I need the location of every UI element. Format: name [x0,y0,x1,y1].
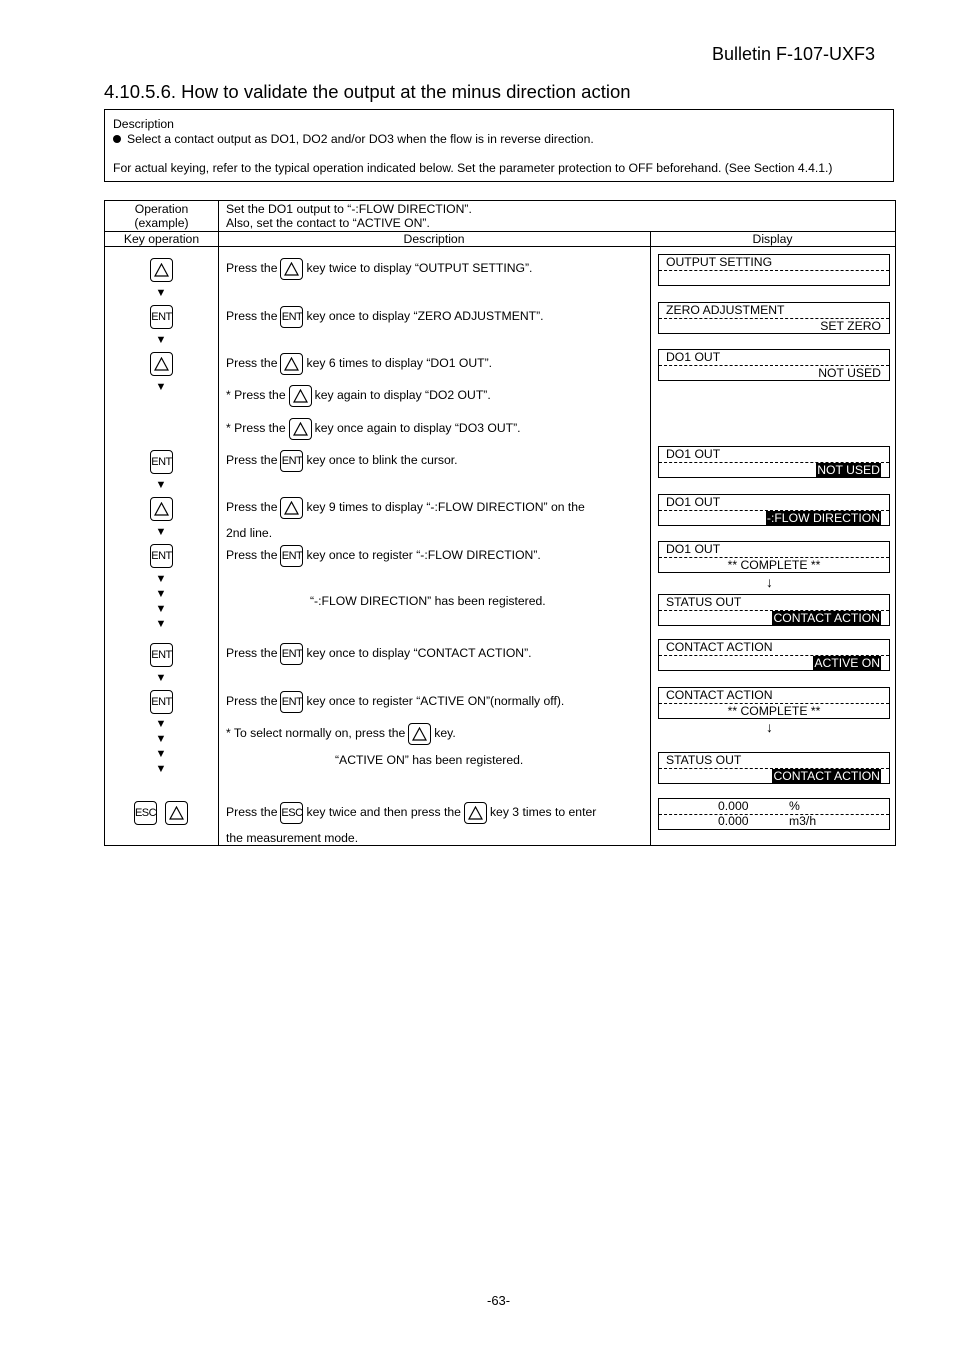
lcd-display-measurement [658,798,890,830]
lcd-display [658,541,890,573]
step-description: Press the key 6 times to display “DO1 OUT”. [226,353,492,375]
ent-key-icon: ENT [280,545,303,567]
display-value-2: 0.000 [718,814,749,828]
step-description: Press the ENT key once to register “-:FLOW DIRECTION”. [226,545,541,567]
col-header-key: Key operation [123,232,200,246]
down-arrow-icon: ▼ [155,381,167,393]
display-line1: DO1 OUT [666,495,721,509]
up-key-icon [408,723,431,745]
up-key-icon [165,801,188,825]
display-line1: DO1 OUT [666,447,721,461]
down-arrow-icon: ▼ [155,718,167,730]
ent-key-icon: ENT [280,306,303,328]
down-arrow-icon: ▼ [155,287,167,299]
column-divider [218,201,219,845]
display-line2: ** COMPLETE ** [727,704,821,718]
display-line2-highlighted: ACTIVE ON [814,656,880,670]
display-divider [659,814,889,815]
description-note: For actual keying, refer to the typical operation indicated below. Set the parameter protection to OFF beforehand. (See Section 4.4.1.) [113,161,833,175]
up-key-icon [150,497,173,521]
operation-text: Set the DO1 output to “-:FLOW DIRECTION”. [226,202,472,216]
display-line1: DO1 OUT [666,542,721,556]
up-key-icon [280,353,303,375]
display-line1: OUTPUT SETTING [666,255,773,269]
description-box [104,109,894,182]
down-arrow-icon: ▼ [155,618,167,630]
down-arrow-icon: ▼ [155,672,167,684]
display-line2: SET ZERO [820,319,881,333]
display-line2-highlighted: NOT USED [817,463,880,477]
ent-key-icon: ENT [280,643,303,665]
description-bullet: Select a contact output as DO1, DO2 and/or DO3 when the flow is in reverse direction. [113,132,594,146]
lcd-display [658,349,890,381]
down-arrow-icon: ▼ [155,479,167,491]
display-line2-highlighted: -:FLOW DIRECTION [766,511,880,525]
down-arrow-icon: ▼ [155,748,167,760]
lcd-display [658,254,890,286]
down-arrow-icon: ↓ [766,574,773,590]
down-arrow-icon: ▼ [155,588,167,600]
lcd-display [658,446,890,478]
display-line1: STATUS OUT [666,753,742,767]
display-line2-highlighted: CONTACT ACTION [773,769,880,783]
operation-label: Operation [134,202,189,216]
step-note: * Press the key again to display “DO2 OUT”. [226,385,491,407]
display-line1: CONTACT ACTION [666,688,773,702]
bulletin-number: Bulletin F-107-UXF3 [712,44,876,64]
display-unit-2: m3/h [789,814,817,828]
bullet-icon [113,135,121,143]
down-arrow-icon: ▼ [155,334,167,346]
lcd-display [658,752,890,784]
display-line2-highlighted: CONTACT ACTION [773,611,880,625]
step-note: * To select normally on, press the key. [226,723,456,745]
up-key-icon [150,258,173,282]
step-description: Press the key twice to display “OUTPUT SETTING”. [226,258,532,280]
registered-note: “-:FLOW DIRECTION” has been registered. [310,594,546,608]
lcd-display [658,302,890,334]
up-key-icon [280,497,303,519]
step-description: Press the key 9 times to display “-:FLOW DIRECTION” on the [226,497,585,519]
step-description-line2: the measurement mode. [226,831,359,845]
page-number: -63- [487,1293,511,1308]
down-arrow-icon: ▼ [155,603,167,615]
display-line2: NOT USED [818,366,881,380]
step-note: * Press the key once again to display “DO3 OUT”. [226,418,521,440]
step-description: Press the ENT key once to blink the cursor. [226,450,458,472]
down-arrow-icon: ▼ [155,733,167,745]
description-label: Description [113,117,174,131]
display-line1: DO1 OUT [666,350,721,364]
col-header-display: Display [752,232,793,246]
display-line1: ZERO ADJUSTMENT [666,303,785,317]
lcd-display [658,594,890,626]
ent-key-icon: ENT [150,450,173,474]
lcd-display [658,639,890,671]
up-key-icon [280,258,303,280]
display-unit-1: % [789,799,800,813]
ent-key-icon: ENT [280,691,303,713]
esc-key-icon: ESC [134,801,157,825]
ent-key-icon: ENT [150,305,173,329]
ent-key-icon: ENT [150,643,173,667]
step-description: Press the ESC key twice and then press the key 3 times to enter [226,802,596,824]
operation-text-2: Also, set the contact to “ACTIVE ON”. [226,216,430,230]
step-description: Press the ENT key once to display “CONTACT ACTION”. [226,643,532,665]
step-description: Press the ENT key once to display “ZERO ADJUSTMENT”. [226,306,544,328]
down-arrow-icon: ▼ [155,526,167,538]
esc-key-icon: ESC [280,802,303,824]
col-header-description: Description [403,232,465,246]
lcd-display [658,494,890,526]
down-arrow-icon: ▼ [155,763,167,775]
up-key-icon [289,385,312,407]
display-divider [659,270,889,271]
operation-label-example: (example) [134,216,189,230]
ent-key-icon: ENT [150,690,173,714]
row-divider [105,246,895,247]
display-line1: STATUS OUT [666,595,742,609]
registered-note: “ACTIVE ON” has been registered. [335,753,524,767]
display-value-1: 0.000 [718,799,749,813]
up-key-icon [150,352,173,376]
step-description-line2: 2nd line. [226,526,273,540]
down-arrow-icon: ▼ [155,573,167,585]
display-line1: CONTACT ACTION [666,640,773,654]
lcd-display [658,687,890,719]
section-title: 4.10.5.6. How to validate the output at the minus direction action [104,81,631,102]
down-arrow-icon: ↓ [766,719,773,735]
up-key-icon [464,802,487,824]
ent-key-icon: ENT [280,450,303,472]
display-line2: ** COMPLETE ** [727,558,821,572]
step-description: Press the ENT key once to register “ACTIVE ON”(normally off). [226,691,564,713]
column-divider [650,231,651,845]
up-key-icon [289,418,312,440]
ent-key-icon: ENT [150,544,173,568]
